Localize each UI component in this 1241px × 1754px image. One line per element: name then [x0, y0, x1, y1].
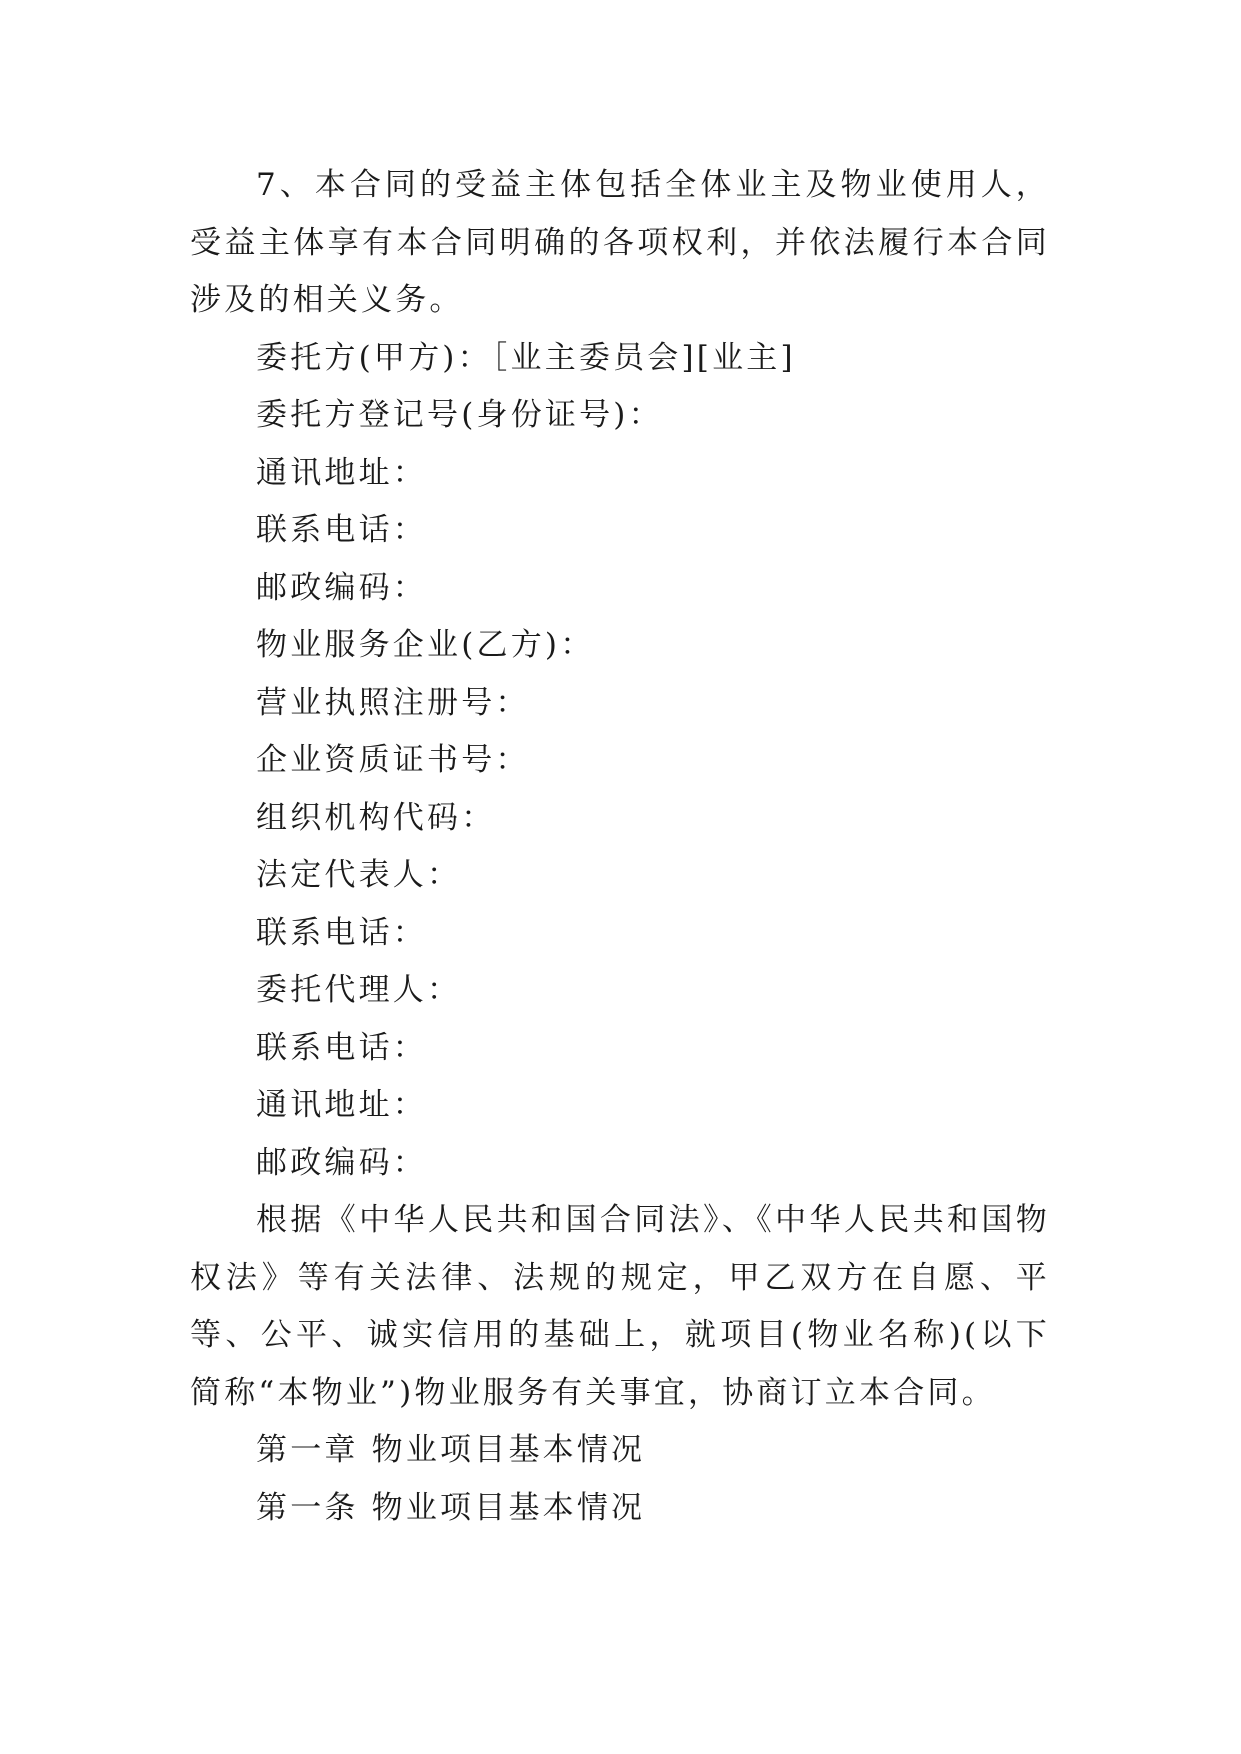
chapter-heading: 第一章 物业项目基本情况	[256, 1432, 646, 1468]
article-heading: 第一条 物业项目基本情况	[256, 1489, 646, 1526]
party-a-line: 委托方(甲方)：［业主委员会][业主]	[256, 339, 796, 376]
legal-basis-paragraph: 根据《中华人民共和国合同法》、《中华人民共和国物权法》等有关法律、法规的规定，甲乙双方在自愿、平等、公平、诚实信用的基础上，就项目(物业名称)(以下简称“本物业”)物业服务有关事宜，协商订立本合同。	[190, 1202, 1050, 1411]
party-a-phone-line: 联系电话：	[256, 512, 427, 548]
representative-phone-line: 联系电话：	[256, 914, 427, 951]
party-a-address-line: 通讯地址：	[256, 454, 427, 491]
business-license-line: 营业执照注册号：	[256, 684, 530, 721]
party-a-postcode-line: 邮政编码：	[256, 569, 427, 606]
legal-representative-line: 法定代表人：	[256, 857, 462, 893]
organization-code-line: 组织机构代码：	[256, 799, 496, 836]
qualification-certificate-line: 企业资质证书号：	[256, 742, 530, 778]
document-body	[190, 157, 1050, 1537]
party-b-line: 物业服务企业(乙方)：	[256, 627, 595, 663]
party-b-postcode-line: 邮政编码：	[256, 1144, 427, 1181]
beneficiary-clause: 7、本合同的受益主体包括全体业主及物业使用人，受益主体享有本合同明确的各项权利，并依法履行本合同涉及的相关义务。	[190, 167, 1050, 318]
agent-phone-line: 联系电话：	[256, 1029, 427, 1066]
party-b-address-line: 通讯地址：	[256, 1087, 427, 1123]
party-a-registration-line: 委托方登记号(身份证号)：	[256, 397, 663, 433]
authorized-agent-line: 委托代理人：	[256, 972, 462, 1008]
